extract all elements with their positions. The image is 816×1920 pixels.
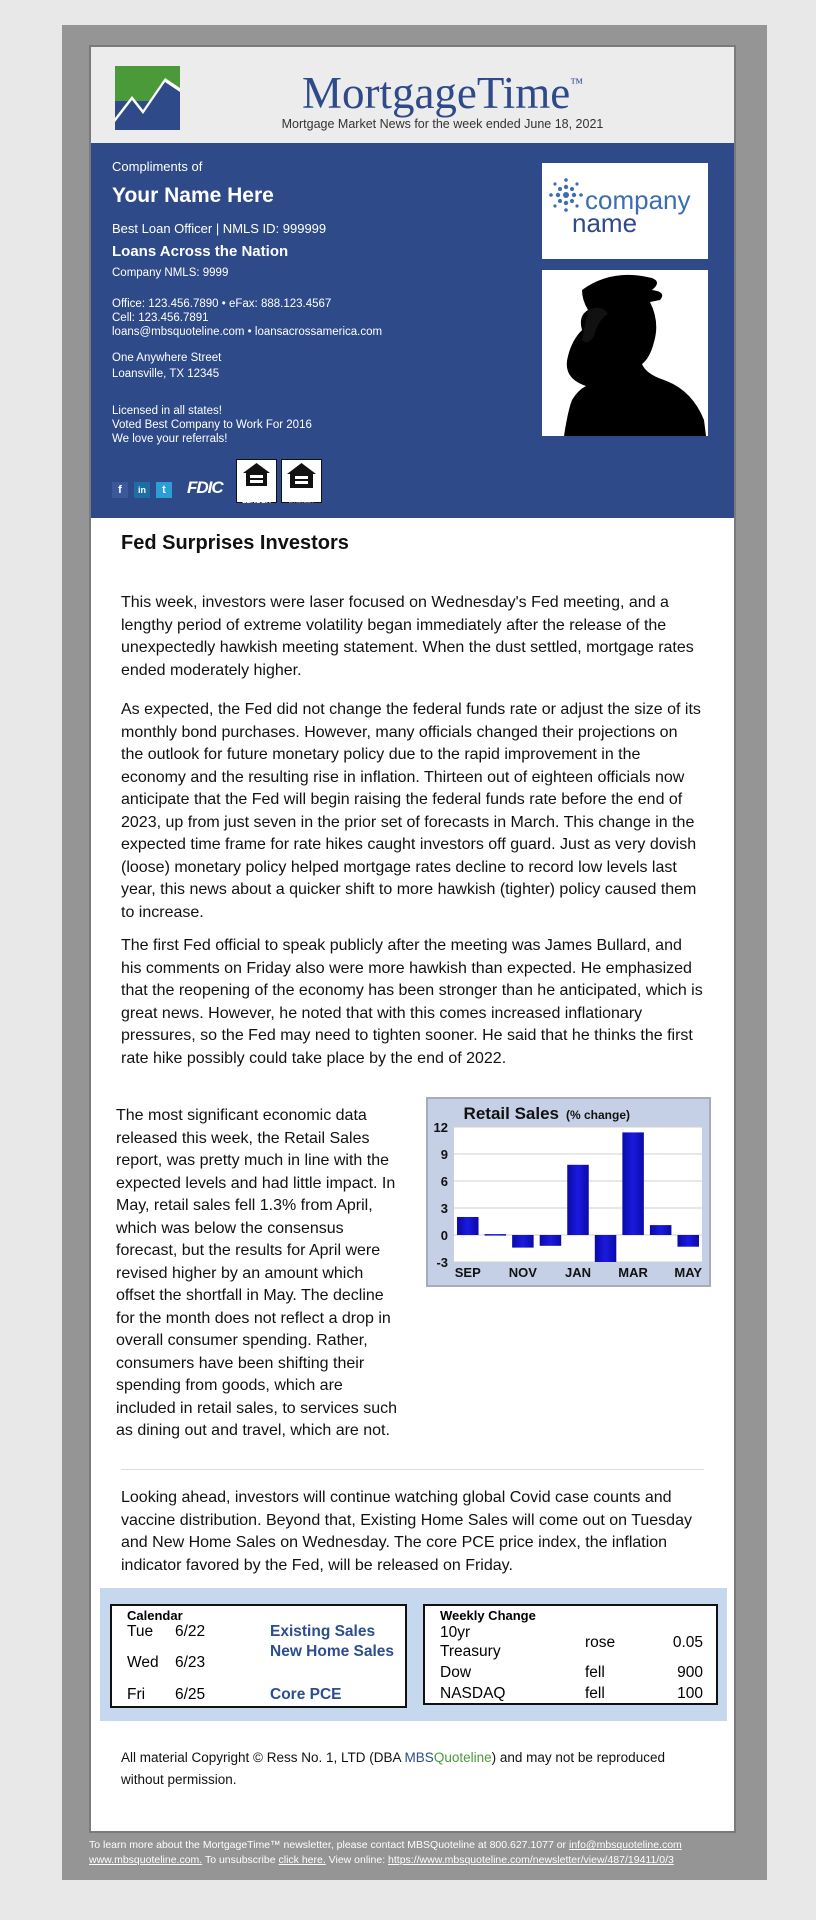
linkedin-icon[interactable]: in bbox=[134, 482, 150, 498]
calendar-event: Core PCE bbox=[270, 1686, 342, 1703]
y-tick-label: 12 bbox=[433, 1120, 448, 1135]
y-tick-label: 9 bbox=[440, 1147, 448, 1162]
view-online-link[interactable]: https://www.mbsquoteline.com/newsletter/view/487/19411/0/3 bbox=[388, 1854, 674, 1866]
chart-title: Retail Sales bbox=[463, 1104, 559, 1123]
company-logo-word1: company bbox=[585, 185, 691, 215]
weekly-direction: fell bbox=[585, 1685, 605, 1702]
footer-text: To unsubscribe bbox=[202, 1854, 279, 1866]
weekly-name: 10yr Treasury bbox=[440, 1624, 501, 1660]
equal-housing-opportunity-badge bbox=[281, 459, 322, 503]
company-name: Loans Across the Nation bbox=[112, 243, 289, 260]
x-tick-label: JAN bbox=[564, 1265, 592, 1280]
agent-photo bbox=[542, 270, 708, 436]
copyright-text: All material Copyright © Ress No. 1, LTD (DBA bbox=[121, 1750, 405, 1765]
company-nmls: Company NMLS: 9999 bbox=[112, 267, 229, 279]
calendar-date: 6/23 bbox=[175, 1654, 206, 1671]
masthead-subtitle: Mortgage Market News for the week ended June 18, 2021 bbox=[281, 117, 604, 131]
weekly-direction: fell bbox=[585, 1664, 605, 1681]
footer bbox=[89, 1838, 736, 1868]
chart-bar bbox=[677, 1235, 698, 1247]
weekly-name: NASDAQ bbox=[440, 1685, 506, 1702]
calendar-event: New Home Sales bbox=[270, 1643, 395, 1660]
office-phone: Office: 123.456.7890 • eFax: 888.123.4567 bbox=[112, 298, 332, 310]
paragraph-3: The first Fed official to speak publicly after the meeting was James Bullard, and his comments on Friday also were more hawkish than expected. He emphasized that the reopening of the economy has been stronger than he anticipated, which is great news. However, he noted that with this comes increased inflationary pressures, so the Fed may need to tighten sooner. He said that he thinks the first rate hike possibly could take place by the end of 2022. bbox=[121, 937, 703, 1067]
x-tick-label: MAR bbox=[618, 1265, 648, 1280]
masthead bbox=[91, 47, 734, 143]
y-tick-label: -3 bbox=[436, 1255, 448, 1270]
x-tick-label: MAY bbox=[674, 1265, 703, 1280]
contact-links[interactable]: loans@mbsquoteline.com • loansacrossamerica.com bbox=[112, 326, 383, 338]
chart-bar bbox=[650, 1225, 671, 1235]
facebook-icon[interactable]: f bbox=[112, 482, 128, 498]
calendar-day: Fri bbox=[127, 1686, 146, 1703]
section-divider bbox=[121, 1469, 704, 1470]
footer-email-link[interactable]: info@mbsquoteline.com bbox=[568, 1839, 682, 1851]
badge-toptext: EQUAL HOUSING bbox=[244, 493, 269, 497]
agent-name: Your Name Here bbox=[112, 184, 274, 207]
agent-silhouette-icon bbox=[542, 270, 708, 436]
compliments-label: Compliments of bbox=[112, 159, 203, 174]
calendar-table bbox=[110, 1604, 407, 1708]
calendar-day: Wed bbox=[127, 1654, 159, 1671]
x-tick-label: NOV bbox=[508, 1265, 537, 1280]
weekly-direction: rose bbox=[585, 1634, 616, 1651]
agent-title: Best Loan Officer | NMLS ID: 999999 bbox=[112, 221, 327, 236]
trademark: ™ bbox=[570, 75, 584, 90]
badge-opportunity-text: EQUAL HOUSING OPPORTUNITY bbox=[286, 495, 317, 504]
city-address: Loansville, TX 12345 bbox=[112, 368, 220, 380]
chart-bar bbox=[540, 1235, 561, 1246]
brand-mbs: MBS bbox=[404, 1750, 434, 1765]
brand-quoteline: Quoteline bbox=[433, 1750, 492, 1765]
chart-bar bbox=[512, 1235, 533, 1248]
calendar-panel bbox=[100, 1588, 727, 1721]
newsletter bbox=[89, 45, 736, 1833]
footer-text: View online: bbox=[325, 1854, 389, 1866]
calendar-event: Existing Sales bbox=[270, 1623, 376, 1640]
retail-sales-chart bbox=[426, 1097, 711, 1287]
y-tick-label: 6 bbox=[440, 1174, 448, 1189]
chart-subtitle: (% change) bbox=[566, 1108, 631, 1122]
masthead-title-text: MortgageTime bbox=[301, 68, 571, 118]
paragraph-1: This week, investors were laser focused on Wednesday's Fed meeting, and a lengthy period of extreme volatility began immediately after the release of the unexpectedly hawkish meeting statement. When the dust settled, mortgage rates ended moderately higher. bbox=[121, 594, 694, 679]
weekly-change-table bbox=[423, 1604, 718, 1705]
house-icon bbox=[282, 460, 321, 490]
paragraph-4: The most significant economic data released this week, the Retail Sales report, was pretty much in line with the expected levels and had little impact. In May, retail sales fell 1.3% from April, which was below the consensus forecast, but the results for April were revised higher by an amount which offset the shortfall in May. The decline for the month does not reflect a drop in overall consumer spending. Rather, consumers have been shifting their spending from goods, which are included in retail sales, to services such as dining out and travel, which are not. bbox=[116, 1107, 398, 1439]
masthead-title bbox=[91, 67, 734, 119]
equal-housing-lender-badge bbox=[236, 459, 277, 503]
headline: Fed Surprises Investors bbox=[121, 532, 349, 554]
x-tick-label: SEP bbox=[454, 1265, 481, 1280]
fdic-logo: FDIC bbox=[187, 478, 223, 497]
weekly-value: 100 bbox=[677, 1685, 703, 1702]
chart-bar bbox=[567, 1165, 588, 1235]
copyright-notice bbox=[121, 1747, 691, 1791]
badge-lender-text: LENDER bbox=[242, 498, 271, 505]
weekly-value: 0.05 bbox=[672, 1634, 703, 1651]
weekly-header: Weekly Change bbox=[440, 1608, 536, 1623]
footer-site-link[interactable]: www.mbsquoteline.com. bbox=[89, 1854, 203, 1866]
copyright-text-end: ) and may not be reproduced without permission. bbox=[121, 1750, 665, 1787]
twitter-icon[interactable]: t bbox=[156, 482, 172, 498]
agent-card bbox=[91, 143, 734, 518]
y-tick-label: 0 bbox=[440, 1228, 448, 1243]
referral-note: We love your referrals! bbox=[112, 433, 228, 445]
paragraph-5: Looking ahead, investors will continue watching global Covid case counts and vaccine distribution. Beyond that, Existing Home Sales will come out on Tuesday and New Home Sales on Wednesday. The core PCE price index, the inflation indicator favored by the Fed, will be released on Friday. bbox=[121, 1489, 692, 1574]
weekly-name: Dow bbox=[440, 1664, 472, 1681]
company-logo bbox=[542, 163, 708, 259]
y-tick-label: 3 bbox=[440, 1201, 448, 1216]
license-note: Licensed in all states! bbox=[112, 405, 222, 417]
chart-svg bbox=[428, 1099, 709, 1285]
calendar-day: Tue bbox=[127, 1623, 154, 1640]
chart-bar bbox=[457, 1217, 478, 1235]
company-logo-word2: name bbox=[572, 208, 638, 238]
calendar-header: Calendar bbox=[127, 1608, 183, 1623]
weekly-value: 900 bbox=[677, 1664, 703, 1681]
chart-bar bbox=[622, 1132, 643, 1235]
paragraph-2: As expected, the Fed did not change the federal funds rate or adjust the size of its monthly bond purchases. However, many officials changed their projections on the outlook for future monetary policy due to the rapid improvement in the economy and the resulting rise in inflation. Thirteen out of eighteen officials now anticipate that the Fed will begin raising the federal funds rate before the end of 2023, up from just seven in the prior set of forecasts in March. This change in the expected time frame for rate hikes caught investors off guard. Just as very dovish (loose) monetary policy helped mortgage rates decline to record low levels last year, this news about a quicker shift to more hawkish (tighter) policy caused them to increase. bbox=[121, 701, 701, 921]
chart-bar bbox=[485, 1234, 506, 1236]
cell-phone: Cell: 123.456.7891 bbox=[112, 312, 209, 324]
house-icon bbox=[237, 460, 276, 488]
chart-bar bbox=[595, 1235, 616, 1262]
calendar-date: 6/22 bbox=[175, 1623, 206, 1640]
unsubscribe-link[interactable]: click here. bbox=[278, 1854, 326, 1866]
street-address: One Anywhere Street bbox=[112, 352, 222, 364]
calendar-date: 6/25 bbox=[175, 1686, 206, 1703]
footer-text: To learn more about the MortgageTime™ newsletter, please contact MBSQuoteline at 800.627.1077 or bbox=[89, 1839, 569, 1851]
award-note: Voted Best Company to Work For 2016 bbox=[112, 419, 312, 431]
